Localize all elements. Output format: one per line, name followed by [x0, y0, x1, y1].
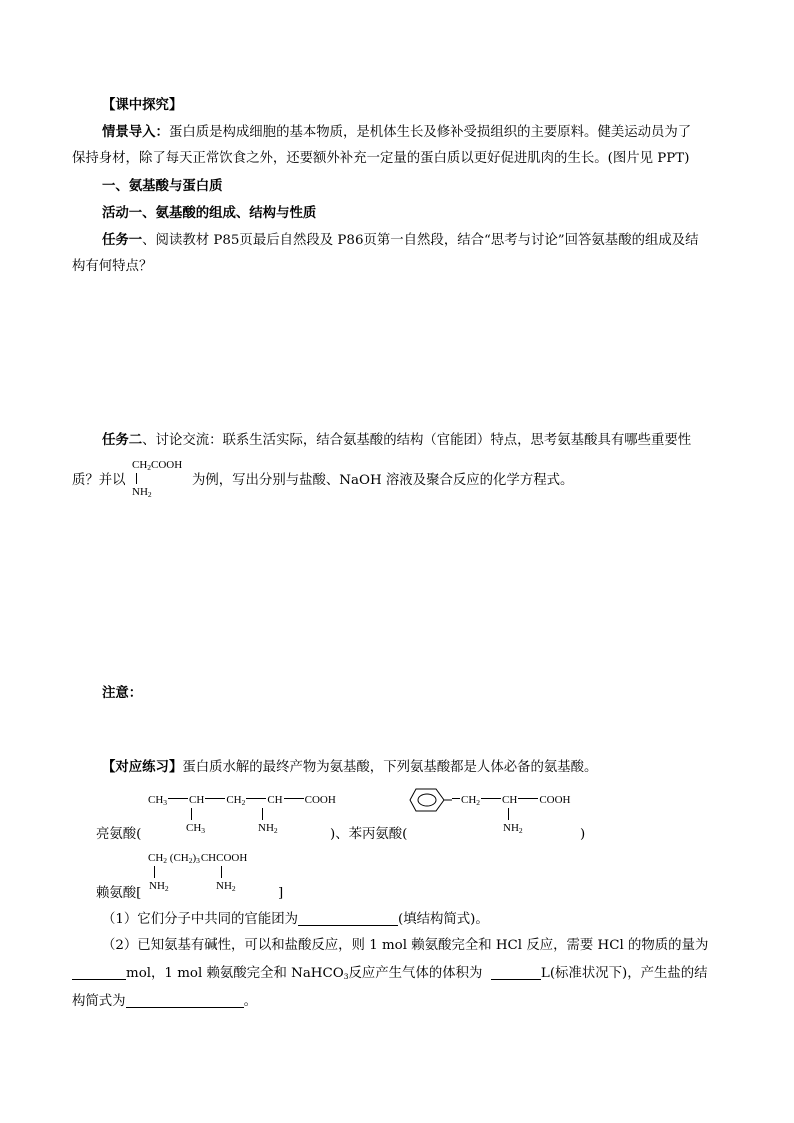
leucine-label: 亮氨酸( [96, 827, 142, 842]
question-2-line-1: （2）已知氨基有碱性，可以和盐酸反应，则 1 mol 赖氨酸完全和 HCl 反应，需要 HCl 的物质的量为 [102, 938, 709, 953]
glycine-formula-top: $CH_2COOH$ [132, 459, 183, 472]
exercise-label: 【对应练习】 [102, 759, 183, 775]
activity-1-heading: 活动一、氨基酸的组成、结构与性质 [102, 205, 317, 221]
answer-blank-functional-group[interactable] [298, 911, 398, 926]
section-title: 【课中探究】 [102, 97, 183, 113]
answer-blank-gas-volume[interactable] [491, 965, 541, 980]
lysine-bond-1 [154, 866, 155, 878]
leucine-formula-chain: $CH_3$ CH $CH_2$ CH COOH [148, 794, 336, 807]
intro-line-2: 保持身材，除了每天正常饮食之外，还要额外补充一定量的蛋白质以更好促进肌肉的生长。(图片见 PPT) [72, 151, 690, 166]
intro-label: 情景导入： [102, 124, 169, 140]
lysine-close: ] [278, 886, 284, 901]
exercise-text: 蛋白质水解的最终产物为氨基酸，下列氨基酸都是人体必备的氨基酸。 [182, 760, 598, 775]
lysine-nh2-b: $NH_2$ [216, 880, 236, 893]
lysine-formula-top: $CH_2$ $(CH_2)_3$ CHCOOH [148, 852, 248, 865]
task2-text-1: 、讨论交流：联系生活实际，结合氨基酸的结构（官能团）特点，思考氨基酸具有哪些重要性 [142, 433, 692, 448]
task2-line-2b: 为例，写出分别与盐酸、NaOH 溶液及聚合反应的化学方程式。 [192, 473, 574, 488]
heading-amino-acid-protein: 一、氨基酸与蛋白质 [102, 178, 223, 194]
exercise-intro [102, 758, 597, 777]
lysine-nh2-a: $NH_2$ [149, 880, 169, 893]
leucine-bond-2 [262, 808, 263, 820]
task1-line-1 [102, 231, 699, 250]
benzene-ring-icon [408, 786, 452, 814]
note-label: 注意： [102, 685, 143, 701]
task1-text-1: 、阅读教材 P85页最后自然段及 P86页第一自然段，结合“思考与讨论”回答氨基酸的组成及结 [142, 233, 699, 248]
question-2-line-2: mol，1 mol 赖氨酸完全和 NaHCO$_3$反应产生气体的体积为 L(标准状况下)，产生盐的结 [72, 965, 708, 986]
leucine-ch3: $CH_3$ [186, 822, 206, 835]
glycine-bond [136, 473, 137, 484]
answer-blank-hcl-mol[interactable] [72, 965, 126, 980]
phenylalanine-nh2: $NH_2$ [503, 822, 523, 835]
intro-text-1: 蛋白质是构成细胞的基本物质，是机体生长及修补受损组织的主要原料。健美运动员为了 [168, 125, 692, 140]
phenylalanine-formula-chain: $CH_2$ CH COOH [454, 794, 570, 809]
task2-line-2a: 质？并以 [72, 473, 126, 488]
leucine-bond-1 [191, 808, 192, 820]
lysine-label: 赖氨酸[ [96, 886, 142, 901]
lysine-bond-2 [221, 866, 222, 878]
task1-line-2: 构有何特点？ [72, 259, 153, 274]
task2-line-1 [102, 431, 691, 450]
task2-label: 任务二 [102, 432, 143, 448]
phenylalanine-close: ) [580, 827, 586, 842]
question-2-line-3: 构简式为 。 [72, 994, 257, 1009]
answer-blank-salt-formula[interactable] [126, 993, 244, 1008]
intro-line-1 [102, 123, 691, 142]
phenylalanine-bond [508, 808, 509, 820]
glycine-formula-bottom: $NH_2$ [132, 486, 152, 499]
question-1: （1）它们分子中共同的官能团为 (填结构简式)。 [102, 912, 489, 927]
task1-label: 任务一 [102, 232, 143, 248]
leucine-nh2: $NH_2$ [258, 822, 278, 835]
leucine-close: )、苯丙氨酸( [330, 827, 408, 842]
